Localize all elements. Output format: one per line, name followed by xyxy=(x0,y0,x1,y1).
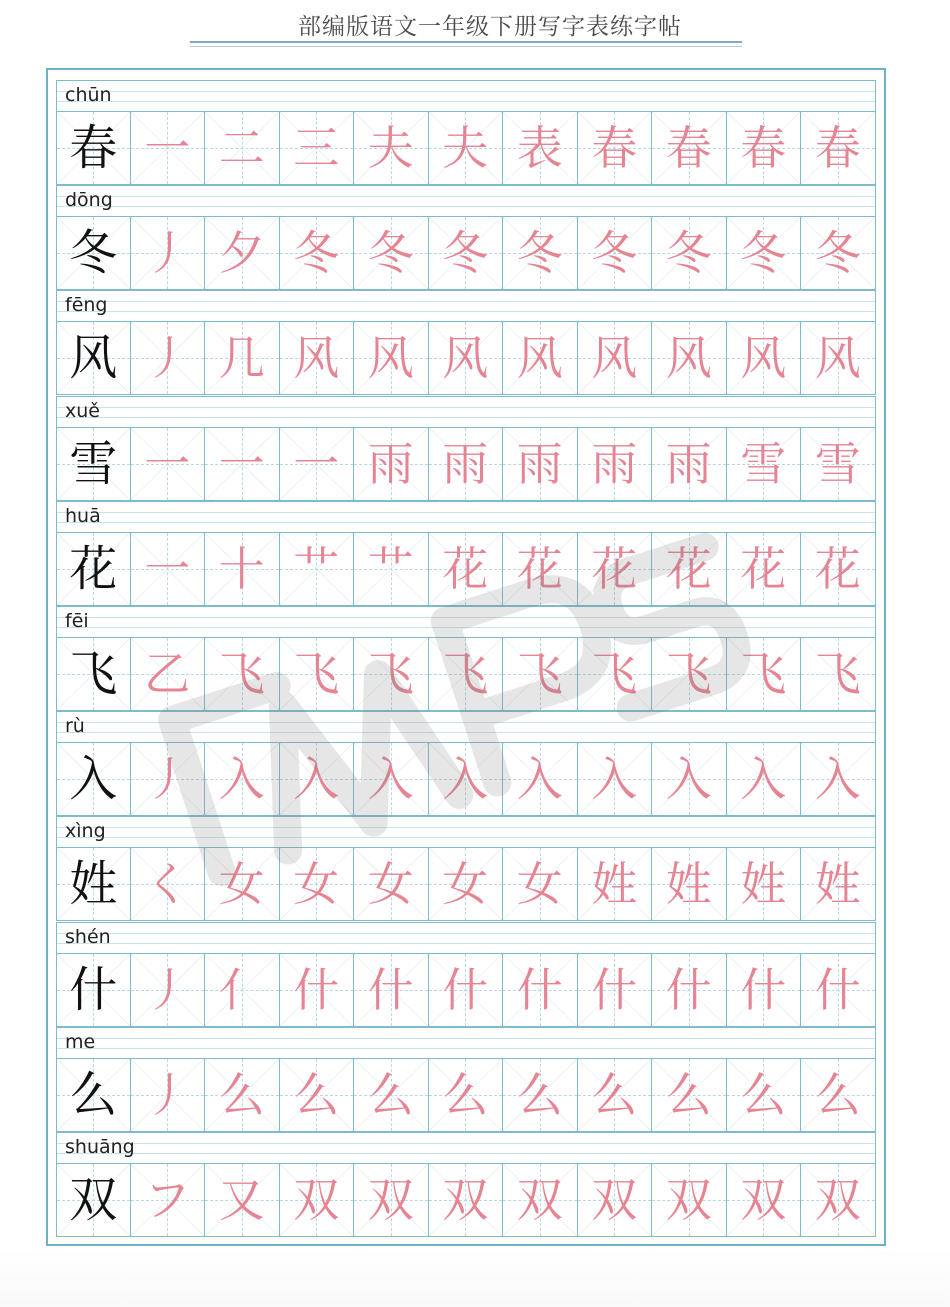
stroke-order-character: 春 xyxy=(814,121,861,175)
stroke-order-character: 双 xyxy=(516,1172,563,1227)
stroke-order-character: 雪 xyxy=(814,436,861,491)
practice-cell xyxy=(429,1164,504,1237)
stroke-order-character: 女 xyxy=(442,857,489,912)
pinyin-label: shuāng xyxy=(65,1135,135,1158)
practice-cell xyxy=(131,1059,206,1132)
stroke-order-character: 十 xyxy=(218,541,265,596)
stroke-order-character: 三 xyxy=(293,121,340,175)
practice-cell xyxy=(652,112,727,185)
stroke-order-character: 什 xyxy=(814,962,861,1017)
stroke-order-character: 飞 xyxy=(516,646,563,701)
tianzige-cells xyxy=(56,954,876,1027)
stroke-order-character: 雨 xyxy=(367,436,414,491)
stroke-order-character: 姓 xyxy=(740,857,787,912)
pinyin-band xyxy=(56,816,876,848)
stroke-order-character: 么 xyxy=(591,1067,638,1122)
tianzige-cells xyxy=(56,217,876,290)
practice-cell xyxy=(429,533,504,606)
character-row xyxy=(56,1132,876,1237)
practice-cell xyxy=(280,322,355,395)
character-grid xyxy=(56,80,876,1237)
stroke-order-character: 什 xyxy=(367,962,414,1017)
practice-cell xyxy=(727,217,802,290)
model-cell xyxy=(56,638,131,711)
stroke-order-character: 风 xyxy=(814,331,861,386)
stroke-order-character: 双 xyxy=(293,1172,340,1227)
model-character: 姓 xyxy=(69,856,118,913)
stroke-order-character: 么 xyxy=(665,1067,712,1122)
model-cell xyxy=(56,743,131,816)
stroke-order-character: 么 xyxy=(814,1067,861,1122)
tianzige-cells xyxy=(56,743,876,816)
practice-cell xyxy=(727,112,802,185)
stroke-order-character: 双 xyxy=(367,1172,414,1227)
stroke-order-character: 么 xyxy=(442,1067,489,1122)
practice-cell xyxy=(131,533,206,606)
tianzige-cells xyxy=(56,322,876,395)
practice-cell xyxy=(801,533,876,606)
character-row xyxy=(56,290,876,395)
stroke-order-character: 表 xyxy=(516,121,563,175)
stroke-order-character: 雨 xyxy=(665,436,712,491)
practice-cell xyxy=(652,848,727,921)
practice-cell xyxy=(205,954,280,1027)
practice-cell xyxy=(727,638,802,711)
pinyin-label: fēi xyxy=(65,609,89,632)
stroke-order-character: 亻 xyxy=(218,962,265,1017)
practice-cell xyxy=(652,1164,727,1237)
practice-cell xyxy=(131,954,206,1027)
practice-cell xyxy=(280,638,355,711)
stroke-order-character: 一 xyxy=(144,541,191,596)
stroke-order-character: 飞 xyxy=(591,646,638,701)
stroke-order-character: 丿 xyxy=(144,752,191,807)
stroke-order-character: 雨 xyxy=(516,436,563,491)
stroke-order-character: 花 xyxy=(814,541,861,596)
practice-cell xyxy=(205,1164,280,1237)
stroke-order-character: 飞 xyxy=(367,646,414,701)
practice-cell xyxy=(429,743,504,816)
tianzige-cells xyxy=(56,533,876,606)
model-character: 么 xyxy=(69,1066,118,1123)
practice-sheet xyxy=(46,68,886,1246)
stroke-order-character: 什 xyxy=(665,962,712,1017)
stroke-order-character: 女 xyxy=(218,857,265,912)
practice-cell xyxy=(354,112,429,185)
model-character: 飞 xyxy=(69,645,118,702)
practice-cell xyxy=(578,848,653,921)
practice-cell xyxy=(801,428,876,501)
stroke-order-character: 么 xyxy=(218,1067,265,1122)
practice-cell xyxy=(578,428,653,501)
stroke-order-character: 风 xyxy=(740,331,787,386)
stroke-order-character: 入 xyxy=(442,752,489,807)
model-character: 风 xyxy=(69,330,118,387)
practice-cell xyxy=(578,1059,653,1132)
practice-cell xyxy=(280,1164,355,1237)
pinyin-label: rù xyxy=(65,715,85,738)
pinyin-band xyxy=(56,922,876,954)
model-cell xyxy=(56,954,131,1027)
practice-cell xyxy=(652,217,727,290)
practice-cell xyxy=(727,954,802,1027)
practice-cell xyxy=(578,533,653,606)
practice-cell xyxy=(131,638,206,711)
stroke-order-character: 什 xyxy=(591,962,638,1017)
practice-cell xyxy=(354,533,429,606)
practice-cell xyxy=(727,1164,802,1237)
pinyin-band xyxy=(56,290,876,322)
practice-cell xyxy=(131,1164,206,1237)
practice-cell xyxy=(503,217,578,290)
footer-fade xyxy=(0,1247,950,1307)
practice-cell xyxy=(578,112,653,185)
stroke-order-character: 二 xyxy=(218,121,265,175)
stroke-order-character: 一 xyxy=(293,436,340,491)
practice-cell xyxy=(727,533,802,606)
stroke-order-character: 什 xyxy=(442,962,489,1017)
stroke-order-character: 一 xyxy=(144,121,191,175)
practice-cell xyxy=(131,322,206,395)
model-cell xyxy=(56,217,131,290)
practice-cell xyxy=(801,848,876,921)
practice-cell xyxy=(503,1059,578,1132)
character-row xyxy=(56,1027,876,1132)
practice-cell xyxy=(503,848,578,921)
practice-cell xyxy=(280,533,355,606)
practice-cell xyxy=(429,954,504,1027)
stroke-order-character: 双 xyxy=(814,1172,861,1227)
pinyin-band xyxy=(56,606,876,638)
practice-cell xyxy=(801,1164,876,1237)
stroke-order-character: 入 xyxy=(218,752,265,807)
stroke-order-character: 么 xyxy=(367,1067,414,1122)
tianzige-cells xyxy=(56,1164,876,1237)
practice-cell xyxy=(205,322,280,395)
practice-cell xyxy=(131,743,206,816)
stroke-order-character: 风 xyxy=(293,331,340,386)
stroke-order-character: 冬 xyxy=(293,226,340,281)
tianzige-cells xyxy=(56,848,876,921)
practice-cell xyxy=(578,217,653,290)
page-title: 部编版语文一年级下册写字表练字帖 xyxy=(298,14,682,40)
pinyin-band xyxy=(56,1027,876,1059)
stroke-order-character: 入 xyxy=(740,752,787,807)
stroke-order-character: 女 xyxy=(516,857,563,912)
stroke-order-character: 双 xyxy=(665,1172,712,1227)
pinyin-label: xìng xyxy=(65,820,106,843)
stroke-order-character: 一 xyxy=(144,436,191,491)
practice-cell xyxy=(503,1164,578,1237)
pinyin-label: fēng xyxy=(65,294,108,317)
stroke-order-character: 春 xyxy=(665,121,712,175)
practice-cell xyxy=(801,954,876,1027)
stroke-order-character: 冬 xyxy=(367,226,414,281)
practice-cell xyxy=(801,1059,876,1132)
stroke-order-character: 姓 xyxy=(591,857,638,912)
character-row xyxy=(56,816,876,921)
stroke-order-character: 风 xyxy=(442,331,489,386)
practice-cell xyxy=(205,533,280,606)
stroke-order-character: 夕 xyxy=(218,226,265,281)
practice-cell xyxy=(503,743,578,816)
pinyin-band xyxy=(56,501,876,533)
stroke-order-character: 姓 xyxy=(814,857,861,912)
practice-cell xyxy=(652,954,727,1027)
practice-cell xyxy=(801,112,876,185)
practice-cell xyxy=(578,954,653,1027)
practice-cell xyxy=(727,322,802,395)
model-cell xyxy=(56,533,131,606)
practice-cell xyxy=(652,322,727,395)
stroke-order-character: 花 xyxy=(665,541,712,596)
stroke-order-character: 冬 xyxy=(665,226,712,281)
model-character: 双 xyxy=(69,1171,118,1228)
stroke-order-character: 夫 xyxy=(367,121,414,175)
stroke-order-character: 风 xyxy=(665,331,712,386)
practice-cell xyxy=(131,217,206,290)
stroke-order-character: 冬 xyxy=(591,226,638,281)
pinyin-label: shén xyxy=(65,925,111,948)
stroke-order-character: 丿 xyxy=(144,331,191,386)
practice-cell xyxy=(205,1059,280,1132)
stroke-order-character: 一 xyxy=(218,436,265,491)
practice-cell xyxy=(652,1059,727,1132)
model-character: 入 xyxy=(69,751,118,808)
pinyin-label: chūn xyxy=(65,84,112,106)
practice-cell xyxy=(429,428,504,501)
tianzige-cells xyxy=(56,638,876,711)
stroke-order-character: 飞 xyxy=(814,646,861,701)
practice-cell xyxy=(205,638,280,711)
stroke-order-character: 风 xyxy=(591,331,638,386)
stroke-order-character: 飞 xyxy=(740,646,787,701)
stroke-order-character: 花 xyxy=(442,541,489,596)
model-cell xyxy=(56,1164,131,1237)
practice-cell xyxy=(354,954,429,1027)
practice-cell xyxy=(354,322,429,395)
practice-cell xyxy=(280,743,355,816)
pinyin-band xyxy=(56,396,876,428)
practice-cell xyxy=(801,743,876,816)
stroke-order-character: 什 xyxy=(516,962,563,1017)
practice-cell xyxy=(801,217,876,290)
stroke-order-character: 丿 xyxy=(144,1067,191,1122)
practice-cell xyxy=(429,848,504,921)
stroke-order-character: 雨 xyxy=(442,436,489,491)
stroke-order-character: 什 xyxy=(293,962,340,1017)
stroke-order-character: 么 xyxy=(516,1067,563,1122)
character-row xyxy=(56,922,876,1027)
stroke-order-character: 几 xyxy=(218,331,265,386)
stroke-order-character: 女 xyxy=(293,857,340,912)
character-row xyxy=(56,185,876,290)
pinyin-label: dōng xyxy=(65,189,113,212)
stroke-order-character: 姓 xyxy=(665,857,712,912)
practice-cell xyxy=(429,638,504,711)
practice-cell xyxy=(354,1164,429,1237)
practice-cell xyxy=(652,533,727,606)
stroke-order-character: 春 xyxy=(740,121,787,175)
title-rule-secondary xyxy=(190,46,742,47)
pinyin-label: me xyxy=(65,1030,96,1053)
practice-cell xyxy=(429,1059,504,1132)
stroke-order-character: 入 xyxy=(665,752,712,807)
pinyin-band xyxy=(56,711,876,743)
stroke-order-character: 雪 xyxy=(740,436,787,491)
stroke-order-character: 风 xyxy=(367,331,414,386)
stroke-order-character: 花 xyxy=(516,541,563,596)
practice-cell xyxy=(801,638,876,711)
stroke-order-character: 么 xyxy=(293,1067,340,1122)
model-cell xyxy=(56,112,131,185)
practice-cell xyxy=(280,428,355,501)
model-character: 雪 xyxy=(69,435,118,492)
practice-cell xyxy=(205,428,280,501)
stroke-order-character: 入 xyxy=(367,752,414,807)
pinyin-label: huā xyxy=(65,504,101,527)
model-cell xyxy=(56,322,131,395)
stroke-order-character: 入 xyxy=(516,752,563,807)
stroke-order-character: フ xyxy=(144,1172,191,1227)
stroke-order-character: 艹 xyxy=(293,541,340,596)
practice-cell xyxy=(429,112,504,185)
character-row xyxy=(56,606,876,711)
practice-cell xyxy=(503,638,578,711)
practice-cell xyxy=(578,1164,653,1237)
practice-cell xyxy=(503,954,578,1027)
stroke-order-character: 飞 xyxy=(442,646,489,701)
stroke-order-character: く xyxy=(144,857,191,912)
practice-cell xyxy=(280,1059,355,1132)
stroke-order-character: 冬 xyxy=(814,226,861,281)
practice-cell xyxy=(280,848,355,921)
model-cell xyxy=(56,428,131,501)
stroke-order-character: 艹 xyxy=(367,541,414,596)
practice-cell xyxy=(354,428,429,501)
practice-cell xyxy=(280,217,355,290)
stroke-order-character: 双 xyxy=(591,1172,638,1227)
practice-cell xyxy=(354,1059,429,1132)
pinyin-band xyxy=(56,185,876,217)
practice-cell xyxy=(205,112,280,185)
practice-cell xyxy=(205,848,280,921)
stroke-order-character: 飞 xyxy=(665,646,712,701)
model-character: 春 xyxy=(69,120,118,176)
practice-cell xyxy=(354,217,429,290)
stroke-order-character: 雨 xyxy=(591,436,638,491)
practice-cell xyxy=(652,638,727,711)
stroke-order-character: 夫 xyxy=(442,121,489,175)
practice-cell xyxy=(727,1059,802,1132)
practice-cell xyxy=(503,322,578,395)
practice-cell xyxy=(354,638,429,711)
stroke-order-character: 又 xyxy=(218,1172,265,1227)
practice-cell xyxy=(727,743,802,816)
practice-cell xyxy=(503,533,578,606)
practice-cell xyxy=(354,743,429,816)
practice-cell xyxy=(131,112,206,185)
practice-cell xyxy=(727,848,802,921)
stroke-order-character: 双 xyxy=(442,1172,489,1227)
practice-cell xyxy=(578,638,653,711)
practice-cell xyxy=(131,848,206,921)
pinyin-label: xuě xyxy=(65,399,100,422)
practice-cell xyxy=(578,743,653,816)
stroke-order-character: 女 xyxy=(367,857,414,912)
model-character: 冬 xyxy=(69,225,118,282)
tianzige-cells xyxy=(56,428,876,501)
stroke-order-character: 冬 xyxy=(516,226,563,281)
stroke-order-character: 双 xyxy=(740,1172,787,1227)
stroke-order-character: 花 xyxy=(740,541,787,596)
practice-cell xyxy=(503,428,578,501)
model-character: 花 xyxy=(69,540,118,597)
stroke-order-character: 什 xyxy=(740,962,787,1017)
practice-cell xyxy=(652,428,727,501)
practice-cell xyxy=(429,217,504,290)
practice-cell xyxy=(280,112,355,185)
practice-cell xyxy=(503,112,578,185)
stroke-order-character: 入 xyxy=(293,752,340,807)
stroke-order-character: 风 xyxy=(516,331,563,386)
pinyin-band xyxy=(56,80,876,112)
stroke-order-character: 花 xyxy=(591,541,638,596)
stroke-order-character: 春 xyxy=(591,121,638,175)
model-cell xyxy=(56,1059,131,1132)
tianzige-cells xyxy=(56,112,876,185)
character-row xyxy=(56,80,876,185)
stroke-order-character: 么 xyxy=(740,1067,787,1122)
title-rule xyxy=(190,41,742,43)
tianzige-cells xyxy=(56,1059,876,1132)
stroke-order-character: 乙 xyxy=(144,646,191,701)
character-row xyxy=(56,711,876,816)
stroke-order-character: 飞 xyxy=(218,646,265,701)
model-cell xyxy=(56,848,131,921)
practice-cell xyxy=(354,848,429,921)
stroke-order-character: 冬 xyxy=(442,226,489,281)
stroke-order-character: 丿 xyxy=(144,226,191,281)
practice-cell xyxy=(131,428,206,501)
practice-cell xyxy=(205,217,280,290)
practice-cell xyxy=(578,322,653,395)
stroke-order-character: 丿 xyxy=(144,962,191,1017)
stroke-order-character: 飞 xyxy=(293,646,340,701)
pinyin-band xyxy=(56,1132,876,1164)
character-row xyxy=(56,501,876,606)
model-character: 什 xyxy=(69,961,118,1018)
stroke-order-character: 冬 xyxy=(740,226,787,281)
practice-cell xyxy=(429,322,504,395)
practice-cell xyxy=(801,322,876,395)
stroke-order-character: 入 xyxy=(591,752,638,807)
stroke-order-character: 入 xyxy=(814,752,861,807)
practice-cell xyxy=(652,743,727,816)
practice-cell xyxy=(205,743,280,816)
practice-cell xyxy=(727,428,802,501)
character-row xyxy=(56,396,876,501)
practice-cell xyxy=(280,954,355,1027)
